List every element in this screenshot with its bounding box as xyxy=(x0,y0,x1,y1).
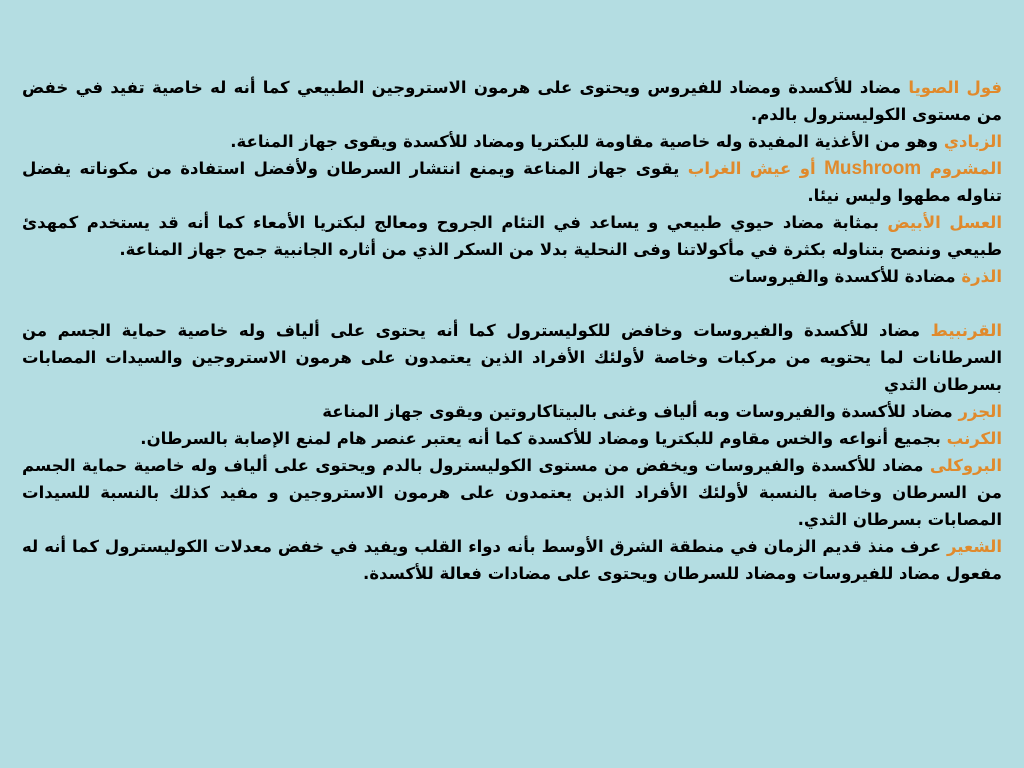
slide-body xyxy=(22,74,1002,587)
keyword-carrot: الجزر xyxy=(958,402,1002,421)
paragraph-text: مضاد للأكسدة والفيروسات ويخفض من مستوى الكوليسترول بالدم ويحتوى على ألياف وله خاصية حماية الجسم من السرطان وخاصة بالنسبة لأولئك الأفراد الذين يعتمدون على هرمون الاستروجين و مفيد كذلك بالنسبة للسيدات المصابات بسرطان الثدي. xyxy=(22,456,1002,529)
paragraph-text: يقوى جهاز المناعة ويمنع انتشار السرطان ولأفضل استفادة من مكوناته يفضل تناوله مطهوا وليس نيئا. xyxy=(22,159,1002,205)
paragraph-broccoli xyxy=(22,452,1002,533)
keyword-cauliflower: القرنبيط xyxy=(930,321,1002,340)
paragraph-text: بمثابة مضاد حيوي طبيعي و يساعد في التئام الجروح ومعالج لبكتريا الأمعاء كما أنه قد يستخدم كمهدئ طبيعي وننصح بتناوله بكثرة في مأكولاتنا وفى النحلية بدلا من السكر الذي من أثاره الجانبية جمح جهاز المناعة. xyxy=(22,213,1002,259)
keyword-mushroom-english: Mushroom xyxy=(824,158,922,179)
paragraph-text: مضادة للأكسدة والفيروسات xyxy=(728,267,962,286)
paragraph-text: مضاد للأكسدة والفيروسات وبه ألياف وغنى بالبيتاكاروتين ويقوى جهاز المناعة xyxy=(322,402,959,421)
paragraph-yogurt xyxy=(22,128,1002,155)
paragraph-cauliflower xyxy=(22,317,1002,398)
paragraph-cabbage xyxy=(22,425,1002,452)
keyword-honey: العسل الأبيض xyxy=(887,213,1002,232)
keyword-broccoli: البروكلى xyxy=(929,456,1002,475)
paragraph-text: وهو من الأغذية المفيدة وله خاصية مقاومة للبكتريا ومضاد للأكسدة ويقوى جهاز المناعة. xyxy=(230,132,944,151)
paragraph-text: مضاد للأكسدة والفيروسات وخافض للكوليسترول كما أنه يحتوى على ألياف وله خاصية حماية الجسم من السرطانات لما يحتويه من مركبات وخاصة لأولئك الأفراد الذين يعتمدون على هرمون الاستروجين والسيدات المصابات بسرطان الثدي xyxy=(22,321,1002,394)
paragraph-text: عرف منذ قديم الزمان في منطقة الشرق الأوسط بأنه دواء القلب ويفيد في خفض معدلات الكوليسترول كما أنه له مفعول مضاد للفيروسات ومضاد للسرطان ويحتوى على مضادات فعالة للأكسدة. xyxy=(22,537,1002,583)
keyword-yogurt: الزبادي xyxy=(943,132,1002,151)
keyword-cabbage: الكرنب xyxy=(946,429,1002,448)
keyword-soy: فول الصويا xyxy=(908,78,1002,97)
paragraph-corn xyxy=(22,263,1002,290)
paragraph-carrot xyxy=(22,398,1002,425)
keyword-corn: الذرة xyxy=(961,267,1002,286)
paragraph-honey xyxy=(22,209,1002,263)
paragraph-text: بجميع أنواعه والخس مقاوم للبكتريا ومضاد للأكسدة كما أنه يعتبر عنصر هام لمنع الإصابة بالسرطان. xyxy=(140,429,947,448)
paragraph-spacer xyxy=(22,290,1002,317)
keyword-barley: الشعير xyxy=(947,537,1002,556)
paragraph-text: مضاد للأكسدة ومضاد للفيروس ويحتوى على هرمون الاستروجين الطبيعي كما أنه له خاصية تفيد في خفض من مستوى الكوليسترول بالدم. xyxy=(22,78,1002,124)
paragraph-barley xyxy=(22,533,1002,587)
keyword-mushroom: المشروم xyxy=(929,159,1003,178)
paragraph-mushroom xyxy=(22,155,1002,209)
paragraph-soy xyxy=(22,74,1002,128)
keyword-mushroom-alt: أو عيش الغراب xyxy=(687,159,816,178)
